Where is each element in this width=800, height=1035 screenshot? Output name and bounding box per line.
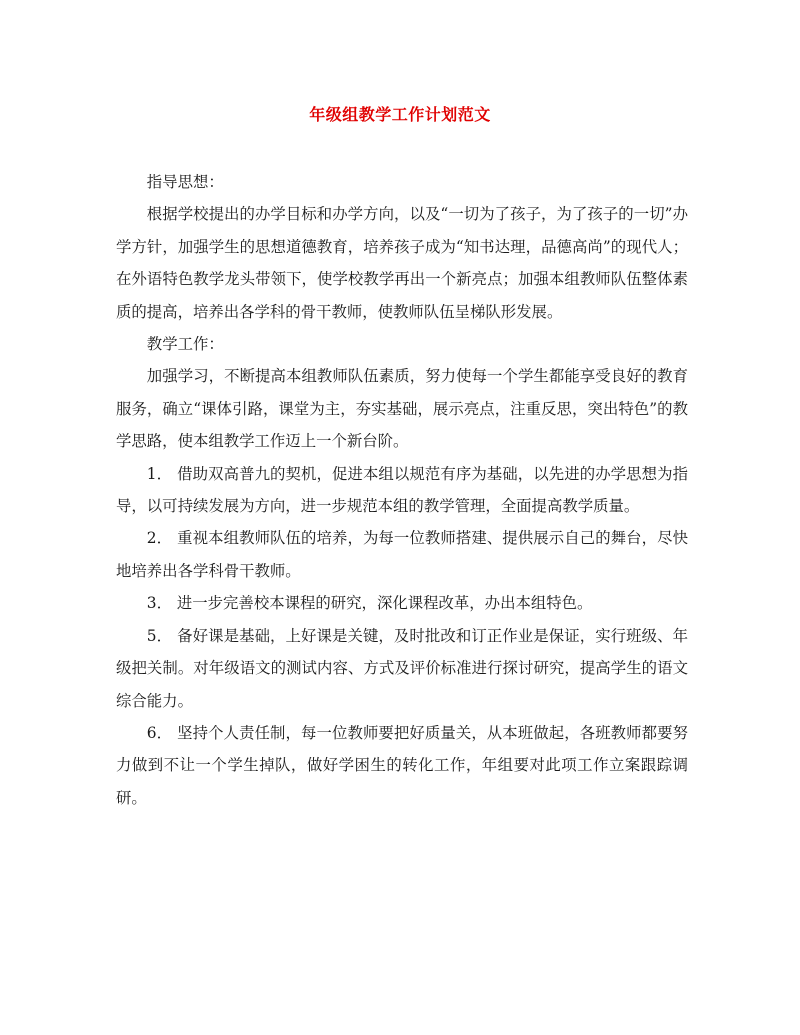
list-item-6: 6． 坚持个人责任制，每一位教师要把好质量关，从本班做起，各班教师都要努力做到不让一个学生掉队，做好学困生的转化工作，年组要对此项工作立案跟踪调研。 [116,723,688,807]
paragraph-teaching-work: 加强学习，不断提高本组教师队伍素质，努力使每一个学生都能享受良好的教育服务，确立“课体引路，课堂为主，夯实基础，展示亮点，注重反思，突出特色”的教学思路，使本组教学工作迈上一个新台阶。 [116,367,688,451]
list-item-5: 5． 备好课是基础，上好课是关键，及时批改和订正作业是保证，实行班级、年级把关制。对年级语文的测试内容、方式及评价标准进行探讨研究，提高学生的语文综合能力。 [116,626,688,710]
list-item-3: 3． 进一步完善校本课程的研究，深化课程改革，办出本组特色。 [146,594,593,613]
section-heading-teaching-work: 教学工作： [146,335,224,354]
list-item-1: 1． 借助双高普九的契机，促进本组以规范有序为基础，以先进的办学思想为指导，以可持续发展为方向，进一步规范本组的教学管理，全面提高教学质量。 [116,464,688,516]
paragraph-guiding-thought: 根据学校提出的办学目标和办学方向，以及“一切为了孩子，为了孩子的一切”办学方针，加强学生的思想道德教育，培养孩子成为“知书达理，品德高尚”的现代人；在外语特色教学龙头带领下，使学校教学再出一个新亮点；加强本组教师队伍整体素质的提高，培养出各学科的骨干教师，使教师队伍呈梯队形发展。 [116,205,688,321]
section-heading-guiding-thought: 指导思想： [146,173,224,191]
document-title: 年级组教学工作计划范文 [309,105,491,124]
list-item-2: 2． 重视本组教师队伍的培养，为每一位教师搭建、提供展示自己的舞台，尽快地培养出各学科骨干教师。 [116,529,688,580]
document-body [116,166,688,814]
